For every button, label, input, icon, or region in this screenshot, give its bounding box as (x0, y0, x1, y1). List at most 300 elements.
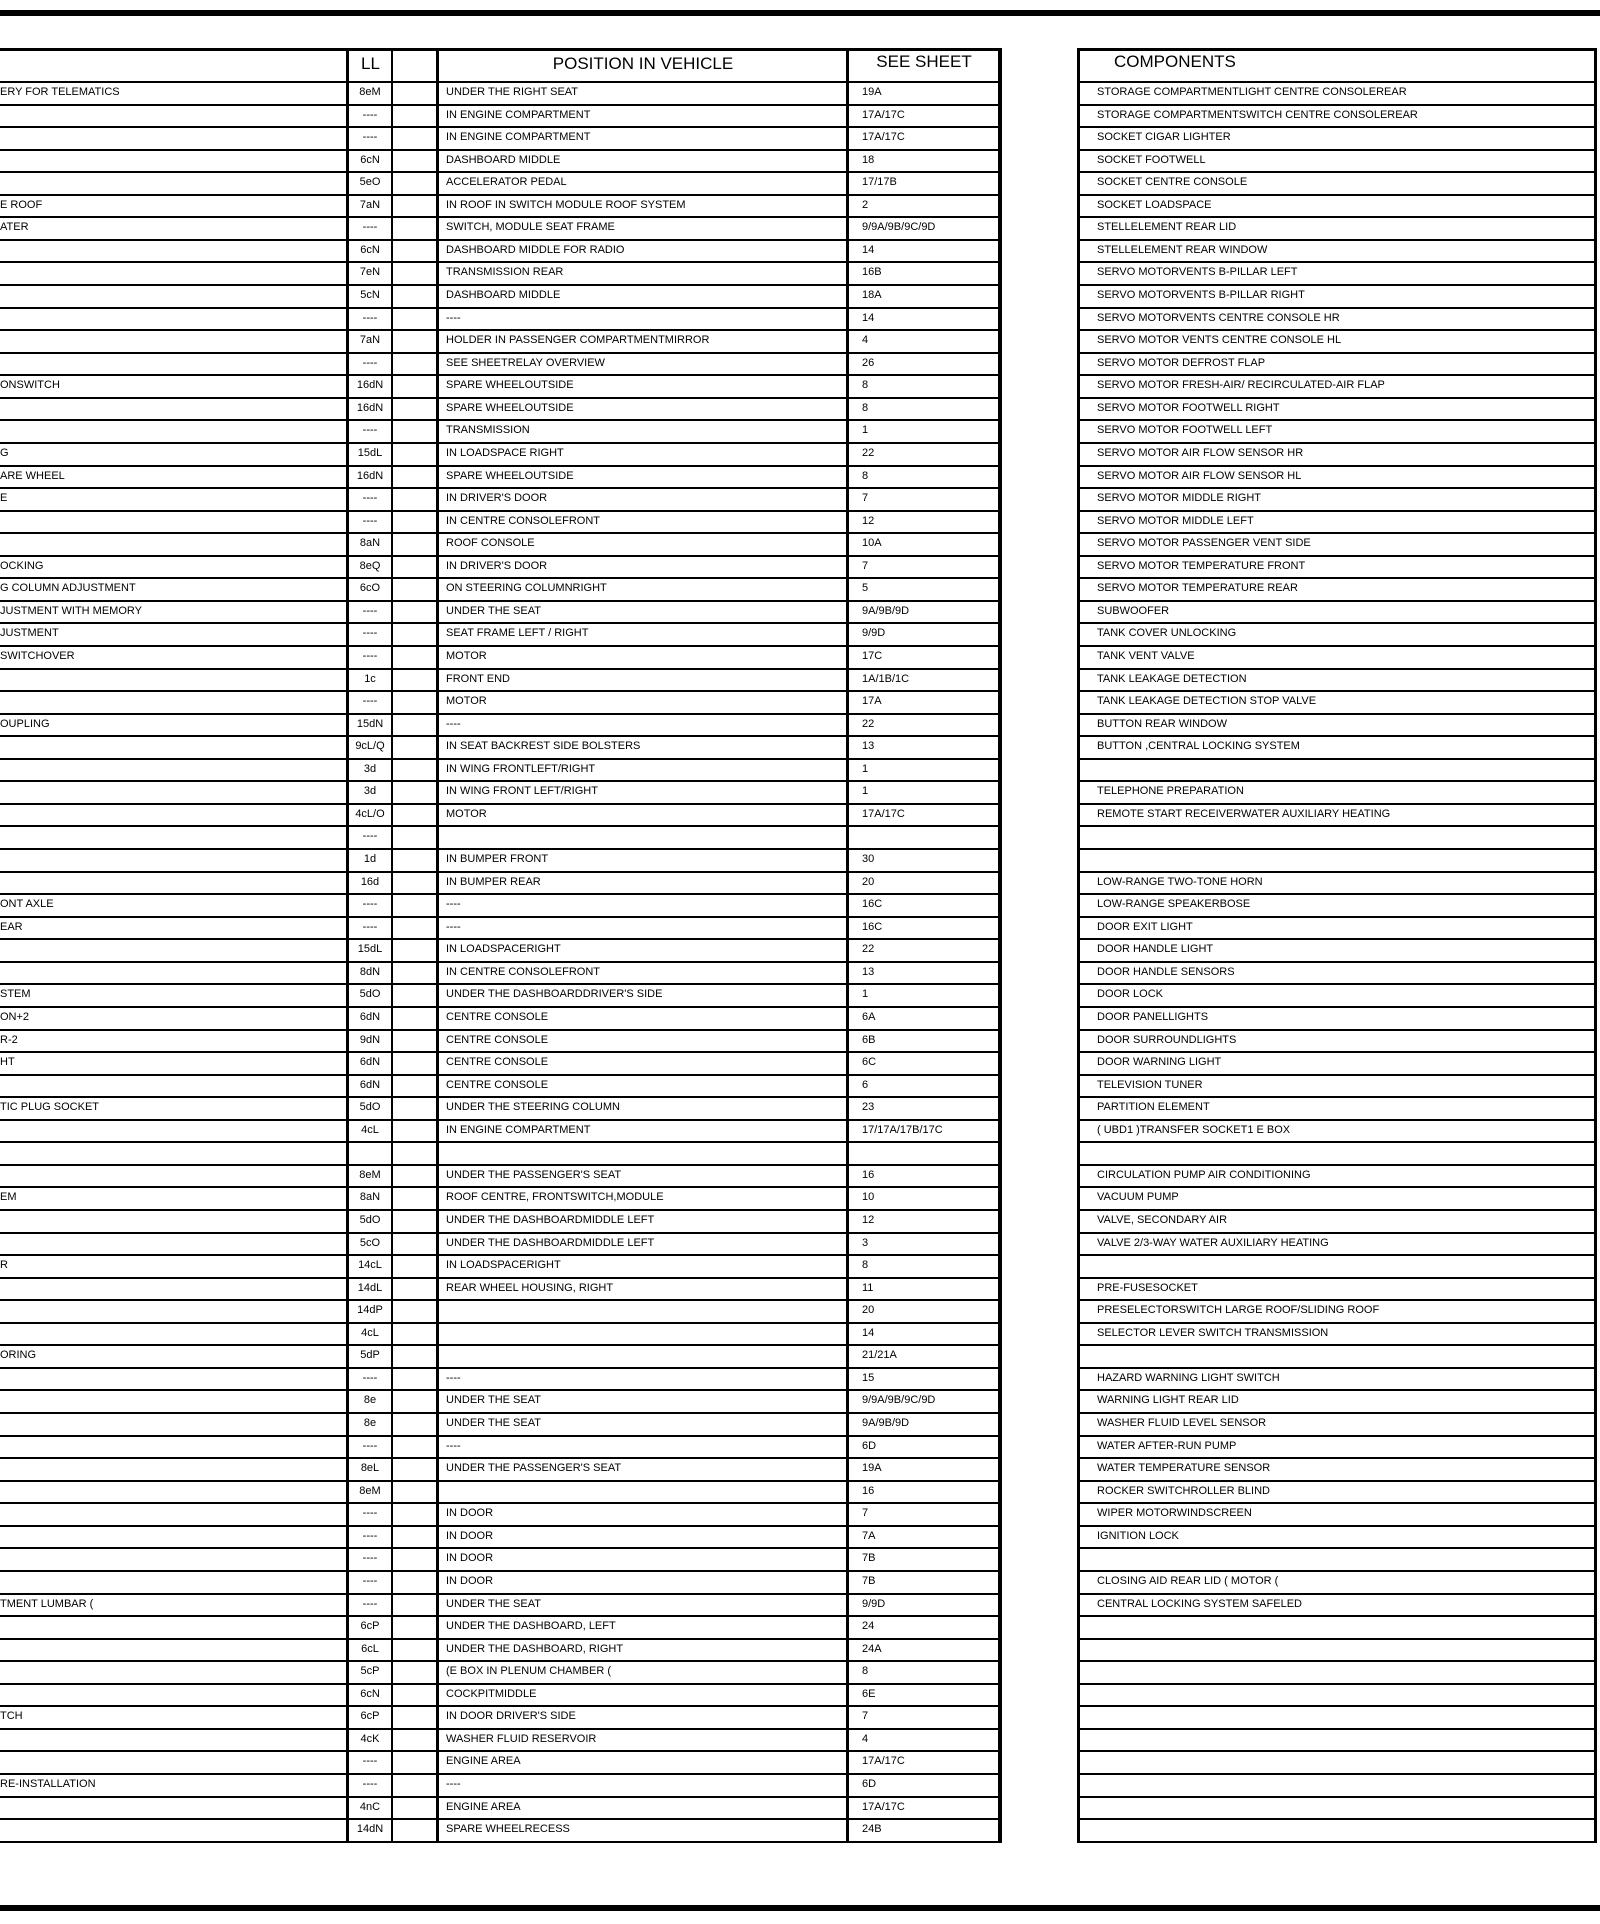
see-sheet-cell: 16B (862, 266, 882, 278)
position-cell: UNDER THE DASHBOARDMIDDLE LEFT (446, 1237, 655, 1249)
see-sheet-cell: 24 (862, 1620, 875, 1632)
ll-cell: 15dL (357, 943, 383, 955)
component-cell: LOW-RANGE SPEAKERBOSE (1097, 898, 1251, 910)
row-divider (0, 352, 1002, 354)
ll-cell: ---- (362, 1598, 378, 1610)
row-divider (0, 645, 1002, 647)
component-cell: SERVO MOTOR MIDDLE RIGHT (1097, 492, 1262, 504)
position-cell: UNDER THE SEAT (446, 1598, 541, 1610)
ll-cell: 8eL (360, 1462, 380, 1474)
column-divider (436, 48, 439, 1843)
position-cell: IN LOADSPACE RIGHT (446, 447, 564, 459)
ll-cell: 16d (360, 876, 380, 888)
component-cell: CLOSING AID REAR LID ( MOTOR ( (1097, 1575, 1279, 1587)
see-sheet-cell: 9/9D (862, 627, 886, 639)
row-divider (1077, 307, 1597, 309)
position-cell: SEAT FRAME LEFT / RIGHT (446, 627, 589, 639)
component-cell: SERVO MOTOR FRESH-AIR/ RECIRCULATED-AIR FLAP (1097, 379, 1385, 391)
row-divider (1077, 1435, 1597, 1437)
component-cell: SERVO MOTOR AIR FLOW SENSOR HL (1097, 470, 1302, 482)
row-divider (1077, 126, 1597, 128)
row-divider (1077, 465, 1597, 467)
row-divider (0, 1683, 1002, 1685)
row-divider (1077, 600, 1597, 602)
row-divider (1077, 577, 1597, 579)
row-divider (1077, 735, 1597, 737)
ll-cell: ---- (362, 357, 378, 369)
table-right-border (998, 48, 1002, 1843)
see-sheet-cell: 1 (862, 988, 869, 1000)
row-divider (1077, 1029, 1597, 1031)
see-sheet-cell: 16 (862, 1169, 875, 1181)
component-name-cell: ORING (0, 1349, 37, 1361)
ll-cell: 6cN (360, 1688, 380, 1700)
column-divider (846, 48, 849, 1843)
row-divider (0, 1570, 1002, 1572)
row-divider (1077, 1006, 1597, 1008)
row-divider (1077, 442, 1597, 444)
row-divider (1077, 510, 1597, 512)
see-sheet-cell: 17A/17C (862, 109, 905, 121)
table-left-border (1077, 48, 1080, 1843)
ll-cell: 8dN (359, 966, 381, 978)
row-divider (0, 1119, 1002, 1121)
see-sheet-cell: 7B (862, 1552, 876, 1564)
position-cell: SPARE WHEELOUTSIDE (446, 470, 574, 482)
row-divider (1077, 622, 1597, 624)
row-divider (1077, 1502, 1597, 1504)
ll-cell: ---- (362, 627, 378, 639)
row-divider (1077, 758, 1597, 760)
position-cell: ROOF CENTRE, FRONTSWITCH,MODULE (446, 1191, 664, 1203)
component-cell: VALVE, SECONDARY AIR (1097, 1214, 1228, 1226)
ll-cell: 1c (364, 673, 376, 685)
see-sheet-cell: 7 (862, 492, 869, 504)
ll-cell: 5cO (359, 1237, 381, 1249)
component-name-cell: RE-INSTALLATION (0, 1778, 96, 1790)
row-divider (1077, 1570, 1597, 1572)
component-cell: SERVO MOTOR FOOTWELL RIGHT (1097, 402, 1280, 414)
row-divider (1077, 1074, 1597, 1076)
see-sheet-cell: 7 (862, 1710, 869, 1722)
see-sheet-cell: 4 (862, 1733, 869, 1745)
see-sheet-cell: 6D (862, 1440, 877, 1452)
row-divider (0, 261, 1002, 263)
position-cell: SPARE WHEELOUTSIDE (446, 402, 574, 414)
row-divider (0, 1299, 1002, 1301)
row-divider (0, 1141, 1002, 1143)
position-cell: IN DOOR DRIVER'S SIDE (446, 1710, 576, 1722)
row-divider (0, 465, 1002, 467)
see-sheet-cell: 9/9A/9B/9C/9D (862, 1394, 936, 1406)
ll-cell: 14cL (358, 1259, 382, 1271)
component-name-cell: ONT AXLE (0, 898, 54, 910)
row-divider (0, 216, 1002, 218)
row-divider (1077, 1615, 1597, 1617)
position-cell: IN DOOR (446, 1575, 494, 1587)
see-sheet-cell: 17/17B (862, 176, 897, 188)
row-divider (1077, 1141, 1597, 1143)
component-cell: DOOR HANDLE SENSORS (1097, 966, 1235, 978)
position-cell: IN ROOF IN SWITCH MODULE ROOF SYSTEM (446, 199, 686, 211)
see-sheet-cell: 6A (862, 1011, 876, 1023)
component-cell: SERVO MOTOR VENTS CENTRE CONSOLE HL (1097, 334, 1342, 346)
ll-cell: 6cP (360, 1710, 380, 1722)
see-sheet-cell: 1A/1B/1C (862, 673, 910, 685)
component-cell: TANK LEAKAGE DETECTION STOP VALVE (1097, 695, 1317, 707)
position-cell: IN BUMPER FRONT (446, 853, 549, 865)
row-divider (1077, 352, 1597, 354)
header-ll: LL (361, 54, 380, 73)
position-cell: CENTRE CONSOLE (446, 1011, 549, 1023)
component-name-cell: TIC PLUG SOCKET (0, 1101, 100, 1113)
position-cell: ---- (446, 921, 461, 933)
ll-cell: 5dO (359, 1101, 381, 1113)
row-divider (0, 149, 1002, 151)
row-divider (1077, 81, 1597, 83)
see-sheet-cell: 12 (862, 515, 875, 527)
see-sheet-cell: 8 (862, 379, 869, 391)
ll-cell: 8e (363, 1394, 377, 1406)
component-name-cell: TCH (0, 1710, 23, 1722)
row-divider (0, 916, 1002, 918)
row-divider (1077, 916, 1597, 918)
row-divider (1077, 803, 1597, 805)
see-sheet-cell: 17A/17C (862, 1801, 905, 1813)
position-cell: DASHBOARD MIDDLE (446, 154, 561, 166)
row-divider (0, 1615, 1002, 1617)
position-cell: IN SEAT BACKREST SIDE BOLSTERS (446, 740, 641, 752)
row-divider (0, 1502, 1002, 1504)
row-divider (0, 81, 1002, 83)
row-divider (1077, 938, 1597, 940)
row-divider (0, 442, 1002, 444)
component-name-cell: JUSTMENT (0, 627, 59, 639)
component-cell: STELLELEMENT REAR LID (1097, 221, 1237, 233)
see-sheet-cell: 23 (862, 1101, 875, 1113)
row-divider (0, 1164, 1002, 1166)
see-sheet-cell: 22 (862, 447, 875, 459)
position-cell: UNDER THE SEAT (446, 605, 541, 617)
row-divider (0, 1389, 1002, 1391)
ll-cell: 4cL/O (355, 808, 385, 820)
ll-cell: ---- (362, 1440, 378, 1452)
row-divider (1077, 983, 1597, 985)
position-cell: CENTRE CONSOLE (446, 1079, 549, 1091)
row-divider (0, 1818, 1002, 1820)
row-divider (1077, 1412, 1597, 1414)
position-cell: ---- (446, 1440, 461, 1452)
see-sheet-cell: 14 (862, 1327, 875, 1339)
component-name-cell: R (0, 1259, 8, 1271)
row-divider (1077, 149, 1597, 151)
position-cell: TRANSMISSION (446, 424, 530, 436)
row-divider (0, 1638, 1002, 1640)
ll-cell: 1d (363, 853, 377, 865)
see-sheet-cell: 19A (862, 1462, 882, 1474)
position-cell: IN DRIVER'S DOOR (446, 492, 548, 504)
ll-cell: ---- (362, 1507, 378, 1519)
row-divider (1077, 1705, 1597, 1707)
component-cell: HAZARD WARNING LIGHT SWITCH (1097, 1372, 1280, 1384)
component-cell: PRE-FUSESOCKET (1097, 1282, 1198, 1294)
position-cell: IN ENGINE COMPARTMENT (446, 109, 591, 121)
ll-cell: 4cL (361, 1327, 379, 1339)
row-divider (0, 1074, 1002, 1076)
row-divider (0, 284, 1002, 286)
position-cell: COCKPITMIDDLE (446, 1688, 537, 1700)
position-cell: DASHBOARD MIDDLE FOR RADIO (446, 244, 625, 256)
row-divider (0, 1254, 1002, 1256)
row-divider (1077, 239, 1597, 241)
see-sheet-cell: 14 (862, 312, 875, 324)
see-sheet-cell: 17/17A/17B/17C (862, 1124, 943, 1136)
component-name-cell: R-2 (0, 1034, 18, 1046)
row-divider (1077, 194, 1597, 196)
see-sheet-cell: 17A/17C (862, 1755, 905, 1767)
ll-cell: ---- (362, 1575, 378, 1587)
row-divider (0, 622, 1002, 624)
component-cell: STORAGE COMPARTMENTSWITCH CENTRE CONSOLEREAR (1097, 109, 1418, 121)
row-divider (0, 1435, 1002, 1437)
component-cell: DOOR SURROUNDLIGHTS (1097, 1034, 1237, 1046)
component-cell: SERVO MOTOR TEMPERATURE FRONT (1097, 560, 1306, 572)
ll-cell: 6cN (360, 244, 380, 256)
row-divider (1077, 1209, 1597, 1211)
row-divider (1077, 780, 1597, 782)
see-sheet-cell: 12 (862, 1214, 875, 1226)
component-cell: DOOR EXIT LIGHT (1097, 921, 1193, 933)
row-divider (1077, 1096, 1597, 1098)
position-cell: MOTOR (446, 650, 487, 662)
row-divider (1077, 1254, 1597, 1256)
component-name-cell: G (0, 447, 9, 459)
position-cell: IN CENTRE CONSOLEFRONT (446, 515, 601, 527)
position-cell: SPARE WHEELOUTSIDE (446, 379, 574, 391)
row-divider (0, 1593, 1002, 1595)
see-sheet-cell: 9A/9B/9D (862, 1417, 910, 1429)
see-sheet-cell: 3 (862, 1237, 869, 1249)
row-divider (1077, 216, 1597, 218)
component-cell: SERVO MOTOR AIR FLOW SENSOR HR (1097, 447, 1304, 459)
component-cell: WASHER FLUID LEVEL SENSOR (1097, 1417, 1267, 1429)
see-sheet-cell: 10A (862, 537, 882, 549)
see-sheet-cell: 6E (862, 1688, 876, 1700)
see-sheet-cell: 1 (862, 785, 869, 797)
see-sheet-cell: 8 (862, 470, 869, 482)
row-divider (1077, 1818, 1597, 1820)
row-divider (0, 1705, 1002, 1707)
component-cell: DOOR LOCK (1097, 988, 1164, 1000)
ll-cell: ---- (362, 898, 378, 910)
position-cell: UNDER THE DASHBOARD, LEFT (446, 1620, 616, 1632)
position-cell: IN DOOR (446, 1507, 494, 1519)
ll-cell: 4nC (359, 1801, 381, 1813)
ll-cell: 15dN (356, 718, 384, 730)
ll-cell: ---- (362, 830, 378, 842)
row-divider (0, 1480, 1002, 1482)
see-sheet-cell: 17A (862, 695, 882, 707)
row-divider (1077, 893, 1597, 895)
position-cell: DASHBOARD MIDDLE (446, 289, 561, 301)
row-divider (1077, 1277, 1597, 1279)
row-divider (1077, 1322, 1597, 1324)
row-divider (0, 758, 1002, 760)
row-divider (0, 825, 1002, 827)
ll-cell: 8eM (359, 86, 381, 98)
ll-cell: 16dN (356, 402, 384, 414)
row-divider (0, 1796, 1002, 1798)
see-sheet-cell: 16C (862, 921, 883, 933)
row-divider (0, 126, 1002, 128)
see-sheet-cell: 10 (862, 1191, 875, 1203)
row-divider (1077, 1841, 1597, 1843)
ll-cell: 14dP (357, 1304, 383, 1316)
row-divider (1077, 329, 1597, 331)
row-divider (1077, 1796, 1597, 1798)
row-divider (1077, 1728, 1597, 1730)
row-divider (1077, 1051, 1597, 1053)
row-divider (0, 848, 1002, 850)
component-name-cell: ON+2 (0, 1011, 30, 1023)
row-divider (0, 419, 1002, 421)
ll-cell: 8e (363, 1417, 377, 1429)
row-divider (1077, 1480, 1597, 1482)
row-divider (0, 555, 1002, 557)
row-divider (0, 329, 1002, 331)
row-divider (1077, 419, 1597, 421)
position-cell: SPARE WHEELRECESS (446, 1823, 570, 1835)
ll-cell: ---- (362, 1552, 378, 1564)
row-divider (1077, 871, 1597, 873)
position-cell: ---- (446, 898, 461, 910)
component-cell: CENTRAL LOCKING SYSTEM SAFELED (1097, 1598, 1302, 1610)
row-divider (0, 1344, 1002, 1346)
row-divider (0, 104, 1002, 106)
position-cell: IN DOOR (446, 1530, 494, 1542)
component-cell: VALVE 2/3-WAY WATER AUXILIARY HEATING (1097, 1237, 1329, 1249)
component-cell: SERVO MOTORVENTS B-PILLAR LEFT (1097, 266, 1298, 278)
row-divider (0, 871, 1002, 873)
component-cell: TELEVISION TUNER (1097, 1079, 1203, 1091)
position-cell: CENTRE CONSOLE (446, 1056, 549, 1068)
component-cell: SERVO MOTOR PASSENGER VENT SIDE (1097, 537, 1311, 549)
ll-cell: 4cK (360, 1733, 380, 1745)
position-cell: ---- (446, 1372, 461, 1384)
row-divider (1077, 825, 1597, 827)
component-cell: LOW-RANGE TWO-TONE HORN (1097, 876, 1263, 888)
see-sheet-cell: 24A (862, 1643, 882, 1655)
see-sheet-cell: 7B (862, 1575, 876, 1587)
ll-cell: ---- (362, 650, 378, 662)
see-sheet-cell: 20 (862, 876, 875, 888)
row-divider (1077, 555, 1597, 557)
row-divider (0, 1750, 1002, 1752)
component-cell: SERVO MOTORVENTS CENTRE CONSOLE HR (1097, 312, 1340, 324)
row-divider (1077, 374, 1597, 376)
ll-cell: 8eM (359, 1485, 381, 1497)
component-name-cell: SWITCHOVER (0, 650, 75, 662)
see-sheet-cell: 6 (862, 1079, 869, 1091)
row-divider (1077, 261, 1597, 263)
row-divider (1077, 1164, 1597, 1166)
ll-cell: ---- (362, 109, 378, 121)
ll-cell: 5cN (360, 289, 380, 301)
component-name-cell: E (0, 492, 8, 504)
position-cell: IN ENGINE COMPARTMENT (446, 1124, 591, 1136)
column-divider (391, 48, 393, 1843)
row-divider (0, 690, 1002, 692)
component-cell: SELECTOR LEVER SWITCH TRANSMISSION (1097, 1327, 1329, 1339)
component-name-cell: E ROOF (0, 199, 43, 211)
position-cell: UNDER THE PASSENGER'S SEAT (446, 1462, 622, 1474)
see-sheet-cell: 22 (862, 718, 875, 730)
see-sheet-cell: 18 (862, 154, 875, 166)
row-divider (1077, 1389, 1597, 1391)
position-cell: ---- (446, 718, 461, 730)
component-cell: WIPER MOTORWINDSCREEN (1097, 1507, 1252, 1519)
row-divider (0, 1525, 1002, 1527)
row-divider (1077, 1119, 1597, 1121)
ll-cell: 6dN (359, 1079, 381, 1091)
ll-cell: ---- (362, 424, 378, 436)
ll-cell: 6cN (360, 154, 380, 166)
row-divider (0, 803, 1002, 805)
ll-cell: 7eN (359, 266, 381, 278)
top-border (0, 10, 1600, 16)
component-cell: SERVO MOTOR FOOTWELL LEFT (1097, 424, 1273, 436)
position-cell: UNDER THE SEAT (446, 1417, 541, 1429)
position-cell: ---- (446, 1778, 461, 1790)
see-sheet-cell: 6D (862, 1778, 877, 1790)
ll-cell: 8eM (359, 1169, 381, 1181)
ll-cell: 9dN (359, 1034, 381, 1046)
row-divider (0, 1186, 1002, 1188)
ll-cell: 14dN (356, 1823, 384, 1835)
row-divider (0, 713, 1002, 715)
row-divider (1077, 1773, 1597, 1775)
see-sheet-cell: 8 (862, 1665, 869, 1677)
see-sheet-cell: 11 (862, 1282, 874, 1294)
row-divider (1077, 1683, 1597, 1685)
see-sheet-cell: 19A (862, 86, 882, 98)
position-cell: IN LOADSPACERIGHT (446, 1259, 561, 1271)
see-sheet-cell: 14 (862, 244, 875, 256)
row-divider (1077, 104, 1597, 106)
position-cell: ENGINE AREA (446, 1801, 521, 1813)
header-see-sheet: SEE SHEET (876, 52, 972, 71)
ll-cell: ---- (362, 221, 378, 233)
row-divider (1077, 1638, 1597, 1640)
component-name-cell: HT (0, 1056, 15, 1068)
ll-cell: 14dL (357, 1282, 383, 1294)
ll-cell: ---- (362, 1530, 378, 1542)
row-divider (1077, 171, 1597, 173)
table-top-border (0, 49, 1002, 51)
component-name-cell: JUSTMENT WITH MEMORY (0, 605, 142, 617)
ll-cell: 6cL (361, 1643, 379, 1655)
see-sheet-cell: 18A (862, 289, 882, 301)
component-name-cell: ONSWITCH (0, 379, 60, 391)
ll-cell: 5dO (359, 988, 381, 1000)
ll-cell: 6dN (359, 1056, 381, 1068)
component-cell: SERVO MOTOR TEMPERATURE REAR (1097, 582, 1298, 594)
component-cell: WATER TEMPERATURE SENSOR (1097, 1462, 1271, 1474)
position-cell: TRANSMISSION REAR (446, 266, 564, 278)
ll-cell: ---- (362, 1755, 378, 1767)
row-divider (0, 1660, 1002, 1662)
position-cell: REAR WHEEL HOUSING, RIGHT (446, 1282, 614, 1294)
